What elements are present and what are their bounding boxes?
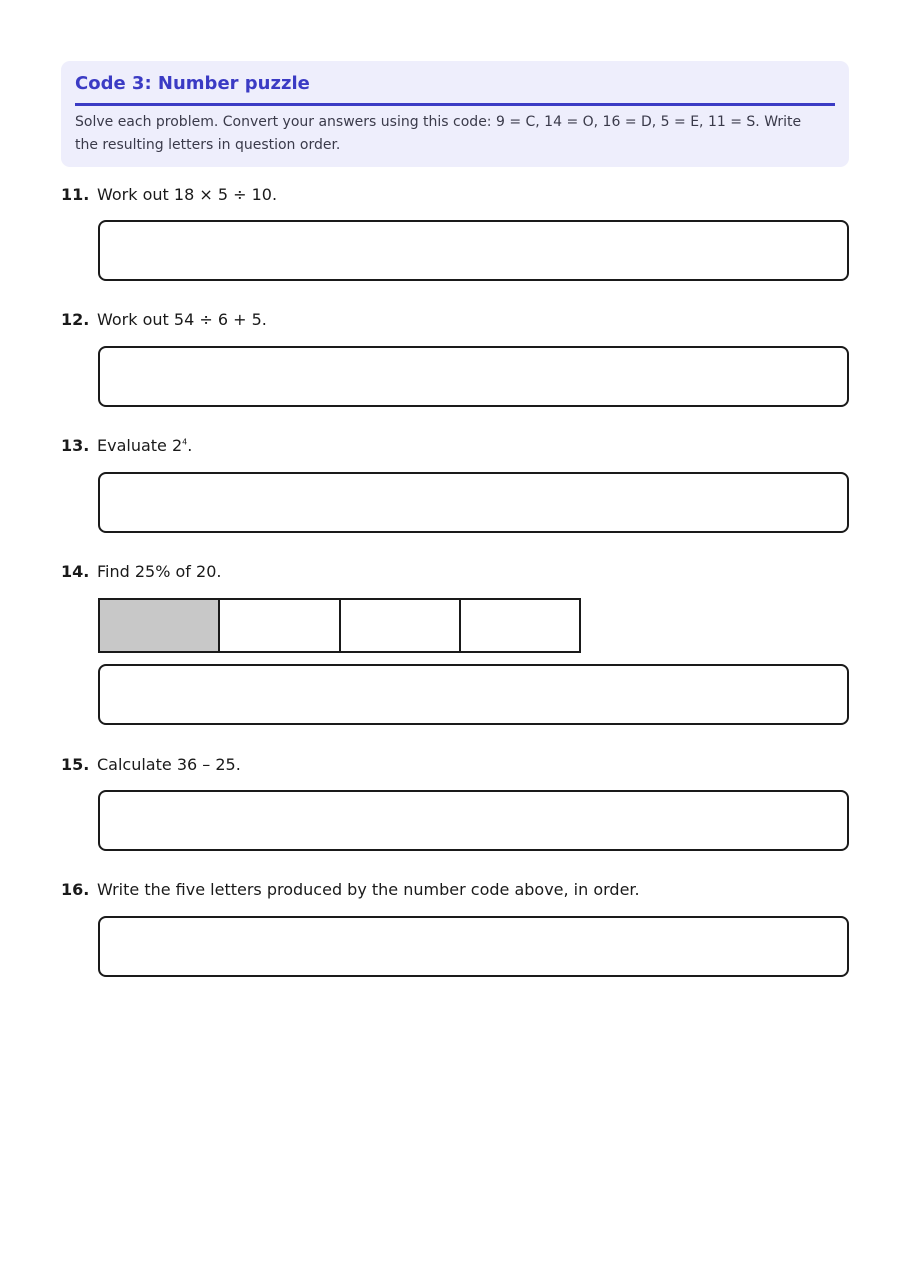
question-16 [61, 880, 640, 899]
section-title: Code 3: Number puzzle [75, 73, 310, 94]
question-text: Work out 18 × 5 ÷ 10. [97, 185, 278, 204]
answer-box-15[interactable] [98, 790, 849, 851]
question-text: Write the five letters produced by the number code above, in order. [97, 880, 640, 899]
bar-cell-shaded [100, 600, 220, 651]
bar-model [98, 598, 581, 653]
question-text-base: Evaluate 2 [97, 436, 183, 455]
question-12 [61, 310, 267, 329]
question-11 [61, 185, 277, 204]
answer-box-14[interactable] [98, 664, 849, 725]
answer-box-13[interactable] [98, 472, 849, 533]
question-number: 12. [61, 310, 90, 329]
title-underline [75, 103, 835, 106]
exponent: 4 [182, 437, 188, 447]
question-number: 11. [61, 185, 90, 204]
instructions-text: Solve each problem. Convert your answers using this code: 9 = C, 14 = O, 16 = D, 5 = E, 11 = S. Write the resulting letters in question order. [75, 114, 802, 153]
answer-box-12[interactable] [98, 346, 849, 407]
question-number: 14. [61, 562, 90, 581]
question-number: 15. [61, 755, 90, 774]
bar-cell [341, 600, 461, 651]
bar-cell [461, 600, 579, 651]
question-text: Calculate 36 – 25. [97, 755, 241, 774]
instruction-panel [61, 61, 849, 167]
answer-box-16[interactable] [98, 916, 849, 977]
question-14 [61, 562, 221, 581]
question-number: 16. [61, 880, 90, 899]
question-text [97, 436, 192, 455]
question-text: Work out 54 ÷ 6 + 5. [97, 310, 267, 329]
answer-box-11[interactable] [98, 220, 849, 281]
question-text-end: . [187, 436, 193, 455]
bar-cell [220, 600, 340, 651]
question-13 [61, 436, 192, 455]
question-number: 13. [61, 436, 90, 455]
question-15 [61, 755, 241, 774]
question-text: Find 25% of 20. [97, 562, 222, 581]
